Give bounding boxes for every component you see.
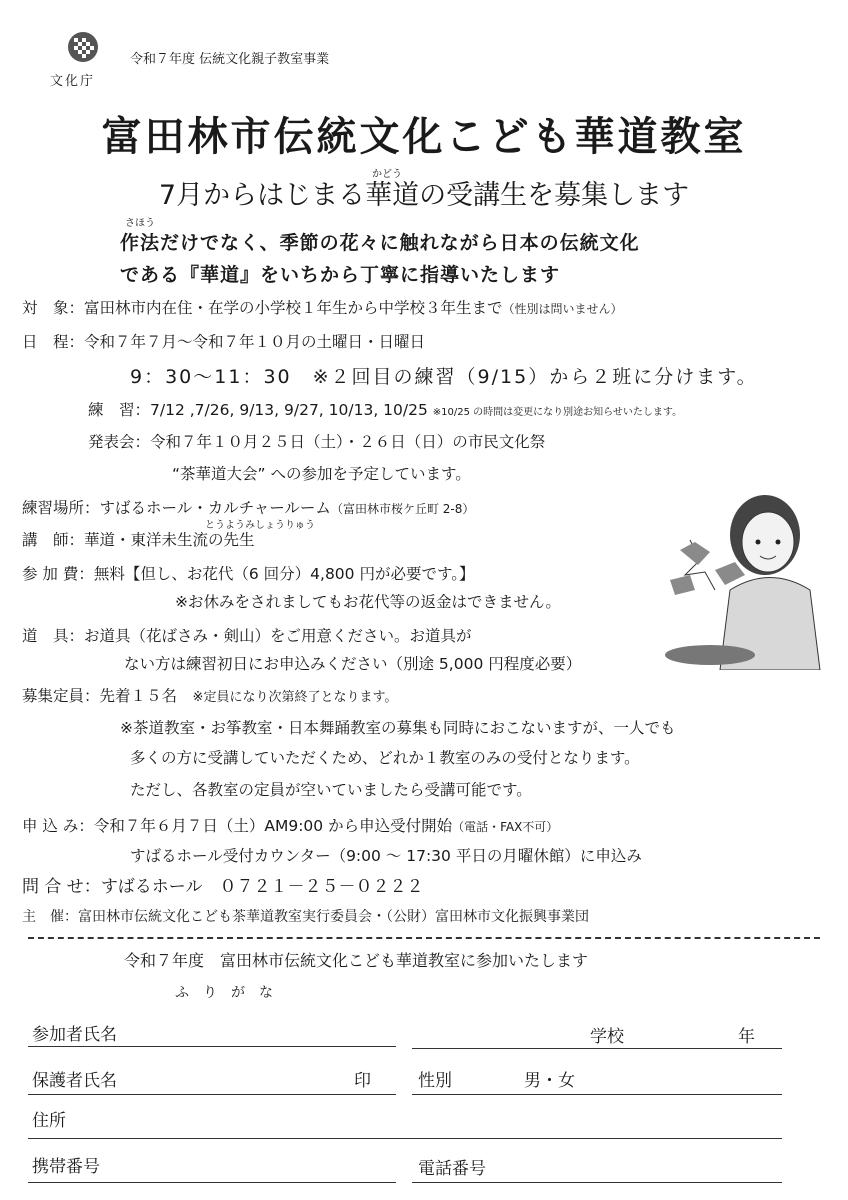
tools-row-2: ない方は練習初日にお申込みください（別途 5,000 円程度必要）	[124, 655, 582, 673]
gender-field[interactable]	[412, 1094, 782, 1095]
subtitle: 7月からはじまる華道の受講生を募集します	[158, 180, 690, 211]
agency-logo-text: 文化庁	[50, 74, 96, 89]
address-label: 住所	[32, 1111, 66, 1131]
school-label: 学校	[590, 1027, 624, 1047]
practice-row: 練 習：7/12 ,7/26, 9/13, 9/27, 10/13, 10/25 ※10/25 の時間は変更になり別途お知らせいたします。	[88, 401, 683, 419]
other-note-1: ※茶道教室・お筝教室・日本舞踊教室の募集も同時におこないますが、一人でも	[120, 719, 676, 737]
program-name: 令和７年度 伝統文化親子教室事業	[130, 52, 330, 67]
gender-options[interactable]: 男・女	[524, 1071, 575, 1091]
mobile-field[interactable]	[28, 1182, 396, 1183]
agency-logo-icon	[60, 30, 106, 64]
ikebana-girl-illustration	[660, 480, 830, 670]
capacity-row: 募集定員：先着１５名 ※定員になり次第終了となります。	[22, 687, 398, 705]
school-field[interactable]	[412, 1048, 782, 1049]
fee-row: 参 加 費：無料【但し、お花代（6 回分）4,800 円が必要です。】	[22, 565, 475, 583]
phone-label: 電話番号	[418, 1159, 486, 1179]
guardian-name-label: 保護者氏名	[32, 1071, 117, 1091]
teacher-row: 講 師：華道・東洋未生流の先生	[22, 531, 255, 549]
grade-label: 年	[738, 1027, 755, 1047]
time-row: 9：30～11：30 ※２回目の練習（9/15）から２班に分けます。	[130, 366, 758, 388]
participant-name-field[interactable]	[28, 1046, 396, 1047]
recital-row: 発表会：令和７年１０月２５日（土）・２６日（日）の市民文化祭	[88, 433, 546, 451]
host-row: 主 催：富田林市伝統文化こども茶華道教室実行委員会・（公財）富田林市文化振興事業団	[22, 909, 589, 925]
intro-ruby: さほう	[125, 218, 155, 229]
phone-field[interactable]	[412, 1182, 782, 1183]
subtitle-ruby: かどう	[372, 169, 402, 180]
guardian-name-field[interactable]	[28, 1094, 396, 1095]
apply-row: 申 込 み：令和７年６月７日（土）AM9:00 から申込受付開始（電話・FAX不可）	[22, 817, 559, 835]
gender-label: 性別	[418, 1071, 452, 1091]
contact-row: 問 合 せ：すばるホール ０７２１－２５－０２２２	[22, 877, 424, 897]
schedule-row: 日 程：令和７年７月～令和７年１０月の土曜日・日曜日	[22, 333, 426, 351]
cut-line	[28, 937, 820, 939]
other-note-2: 多くの方に受講していただくため、どれか１教室のみの受付となります。	[130, 749, 640, 767]
mobile-label: 携帯番号	[32, 1157, 100, 1177]
page-title: 富田林市伝統文化こども華道教室	[101, 113, 747, 160]
seal-label: 印	[354, 1071, 371, 1091]
target-row: 対 象：富田林市内在住・在学の小学校１年生から中学校３年生まで（性別は問いません）	[22, 299, 623, 317]
tools-row: 道 具：お道具（花ばさみ・剣山）をご用意ください。お道具が	[22, 627, 472, 645]
form-heading: 令和７年度 富田林市伝統文化こども華道教室に参加いたします	[124, 951, 589, 970]
intro-line-2: である『華道』をいちから丁寧に指導いたします	[120, 264, 561, 286]
intro-line-1: 作法だけでなく、季節の花々に触れながら日本の伝統文化	[120, 232, 640, 254]
apply-row-2: すばるホール受付カウンター（9:00 ～ 17:30 平日の月曜休館）に申込み	[130, 847, 642, 865]
venue-row: 練習場所：すばるホール・カルチャールーム（富田林市桜ケ丘町 2-8）	[22, 499, 475, 517]
address-field[interactable]	[28, 1138, 782, 1139]
furigana-label: ふ り が な	[175, 985, 273, 1001]
recital-row-2: “茶華道大会” への参加を予定しています。	[172, 465, 471, 483]
participant-name-label: 参加者氏名	[32, 1025, 117, 1045]
other-note-3: ただし、各教室の定員が空いていましたら受講可能です。	[130, 781, 532, 799]
teacher-ruby: とうようみしょうりゅう	[205, 520, 315, 531]
fee-note: ※お休みをされましてもお花代等の返金はできません。	[175, 593, 561, 611]
